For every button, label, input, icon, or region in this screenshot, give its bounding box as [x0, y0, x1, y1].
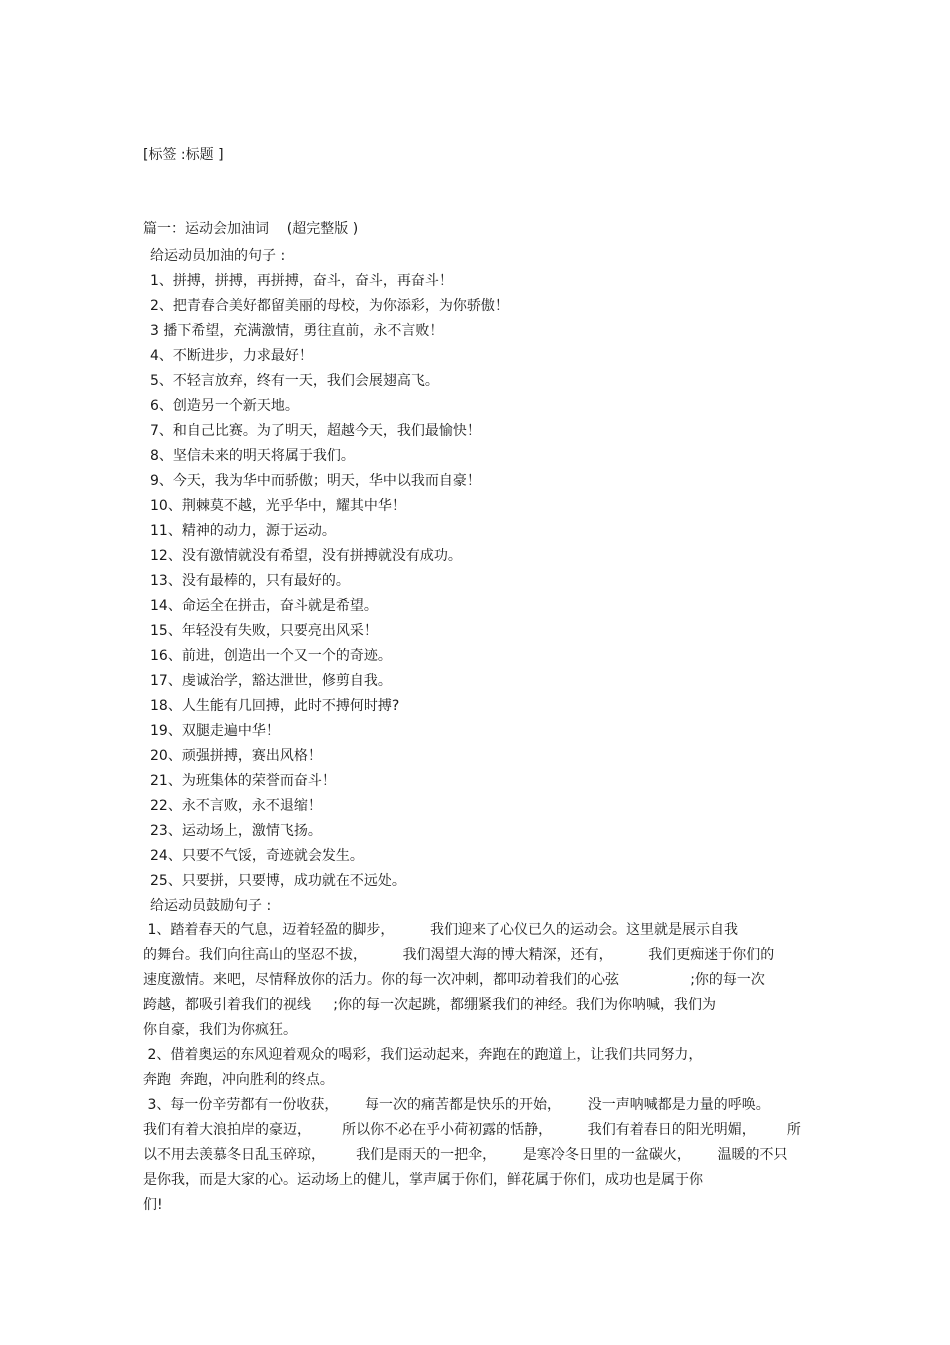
- encourage-heading: 给运动员鼓励句子 :: [150, 898, 272, 914]
- cheer-item: 4、不断进步，力求最好！: [150, 348, 313, 364]
- cheer-item: 22、永不言败，永不退缩！: [150, 798, 322, 814]
- cheer-item: 21、为班集体的荣誉而奋斗！: [150, 773, 336, 789]
- cheer-item: 8、坚信未来的明天将属于我们。: [150, 448, 355, 464]
- cheer-section: [143, 244, 823, 919]
- paragraph-line: 们!: [143, 1197, 163, 1213]
- tag-line: [标签 :标题 ]: [143, 147, 224, 163]
- paragraph-line: 1、踏着春天的气息，迈着轻盈的脚步， 我们迎来了心仪已久的运动会。这里就是展示自我: [143, 922, 738, 938]
- cheer-item: 11、精神的动力，源于运动。: [150, 523, 336, 539]
- paragraph-line: 以不用去羡慕冬日乱玉碎琼， 我们是雨天的一把伞， 是寒冷冬日里的一盆碳火， 温暖的不只: [143, 1147, 788, 1163]
- encourage-paragraph-3: [143, 1093, 801, 1218]
- cheer-item: 25、只要拼，只要博，成功就在不远处。: [150, 873, 406, 889]
- paragraph-line: 我们有着大浪拍岸的豪迈， 所以你不必在乎小荷初露的恬静， 我们有着春日的阳光明媚， 所: [143, 1122, 801, 1138]
- cheer-item: 12、没有激情就没有希望，没有拼搏就没有成功。: [150, 548, 462, 564]
- cheer-item: 9、今天，我为华中而骄傲；明天，华中以我而自豪！: [150, 473, 481, 489]
- paragraph-line: 的舞台。我们向往高山的坚忍不拔， 我们渴望大海的博大精深，还有， 我们更痴迷于你们的: [143, 947, 775, 963]
- cheer-item: 7、和自己比赛。为了明天，超越今天，我们最愉快！: [150, 423, 481, 439]
- cheer-item: 15、年轻没有失败，只要亮出风采！: [150, 623, 378, 639]
- cheer-item: 6、创造另一个新天地。: [150, 398, 299, 414]
- encourage-paragraph-2: [143, 1043, 702, 1093]
- encourage-paragraph-1: [143, 918, 774, 1043]
- paragraph-line: 3、每一份辛劳都有一份收获， 每一次的痛苦都是快乐的开始， 没一声呐喊都是力量的呼唤。: [143, 1097, 770, 1113]
- cheer-item: 13、没有最棒的，只有最好的。: [150, 573, 350, 589]
- cheer-item: 16、前进，创造出一个又一个的奇迹。: [150, 648, 392, 664]
- cheer-item: 23、运动场上，激情飞扬。: [150, 823, 322, 839]
- cheer-item: 24、只要不气馁，奇迹就会发生。: [150, 848, 364, 864]
- paragraph-line: 你自豪，我们为你疯狂。: [143, 1022, 297, 1038]
- paragraph-line: 跨越，都吸引着我们的视线 ;你的每一次起跳，都绷紧我们的神经。我们为你呐喊，我们为: [143, 997, 716, 1013]
- cheer-item: 3 播下希望，充满激情，勇往直前，永不言败！: [150, 323, 444, 339]
- cheer-item: 5、不轻言放弃，终有一天，我们会展翅高飞。: [150, 373, 439, 389]
- cheer-item: 17、虔诚治学，豁达泄世，修剪自我。: [150, 673, 392, 689]
- paragraph-line: 2、借着奥运的东风迎着观众的喝彩，我们运动起来，奔跑在的跑道上，让我们共同努力，: [143, 1047, 703, 1063]
- cheer-item: 2、把青春合美好都留美丽的母校，为你添彩，为你骄傲！: [150, 298, 509, 314]
- paragraph-line: 奔跑 奔跑，冲向胜利的终点。: [143, 1072, 334, 1088]
- cheer-item: 18、人生能有几回搏，此时不搏何时搏?: [150, 698, 400, 714]
- cheer-item: 20、顽强拼搏，赛出风格！: [150, 748, 322, 764]
- paragraph-line: 是你我，而是大家的心。运动场上的健儿，掌声属于你们，鲜花属于你们，成功也是属于你: [143, 1172, 703, 1188]
- cheer-item: 14、命运全在拼击，奋斗就是希望。: [150, 598, 378, 614]
- cheer-heading: 给运动员加油的句子 :: [150, 248, 286, 264]
- cheer-item: 10、荆棘莫不越，光乎华中，耀其中华！: [150, 498, 406, 514]
- section-title: 篇一：运动会加油词 (超完整版 ): [143, 221, 359, 237]
- paragraph-line: 速度激情。来吧，尽情释放你的活力。你的每一次冲刺，都叩动着我们的心弦 ;你的每一次: [143, 972, 765, 988]
- cheer-item: 1、拼搏，拼搏，再拼搏，奋斗，奋斗，再奋斗！: [150, 273, 453, 289]
- cheer-item: 19、双腿走遍中华！: [150, 723, 280, 739]
